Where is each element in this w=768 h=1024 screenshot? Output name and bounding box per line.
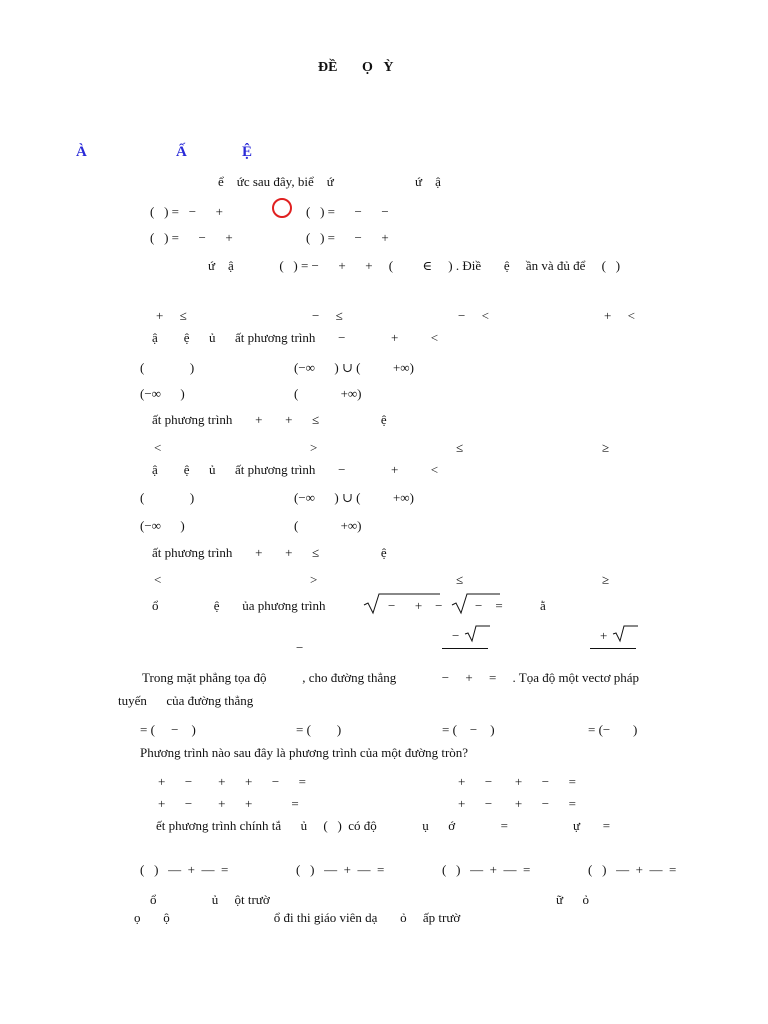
question-6-option-d: ≥ xyxy=(602,572,610,587)
question-10-option-c: ( ) — + — = xyxy=(442,862,531,877)
question-6-option-a: < xyxy=(154,572,162,587)
answer-circle-mark xyxy=(272,198,292,218)
question-2-option-b: − ≤ xyxy=(312,308,343,323)
question-4-text: ất phương trình + + ≤ ệ xyxy=(152,412,387,427)
question-5-option-a: ( ) xyxy=(140,490,195,505)
sqrt-sign-icon xyxy=(612,624,642,644)
question-10-option-a: ( ) — + — = xyxy=(140,862,229,877)
question-2-option-c: − < xyxy=(458,308,489,323)
question-5-option-c: (−∞ ) xyxy=(140,518,185,533)
question-7-option-b: − xyxy=(296,640,304,655)
question-7-option-c: − xyxy=(452,628,460,643)
question-7-text: ổ ệ ủa phương trình xyxy=(152,598,326,613)
question-6-text: ất phương trình + + ≤ ệ xyxy=(152,545,387,560)
question-2-option-a: + ≤ xyxy=(156,308,187,323)
question-10-option-b: ( ) — + — = xyxy=(296,862,385,877)
question-9-option-b: + − + − = xyxy=(458,774,576,789)
section-heading-part-3: Ệ xyxy=(242,144,253,160)
sqrt-sign-icon xyxy=(464,624,494,644)
question-1-option-d: ( ) = − + xyxy=(306,230,389,245)
question-3-option-a: ( ) xyxy=(140,360,195,375)
question-11-text: ổ ủ ột trườ xyxy=(150,892,270,907)
question-4-option-c: ≤ xyxy=(456,440,464,455)
question-9-option-d: + − + − = xyxy=(458,796,576,811)
question-4-option-b: > xyxy=(310,440,318,455)
fraction-bar xyxy=(590,648,636,649)
fraction-bar xyxy=(442,648,488,649)
question-10-text: ết phương trình chính tắ ủ ( ) có độ ụ ớ = ự = xyxy=(156,818,611,833)
question-8-option-d: = (− ) xyxy=(588,722,638,737)
question-9-option-a: + − + + − = xyxy=(158,774,306,789)
question-6-option-c: ≤ xyxy=(456,572,464,587)
question-10-option-d: ( ) — + — = xyxy=(588,862,677,877)
question-8-option-b: = ( ) xyxy=(296,722,342,737)
question-2-option-d: + < xyxy=(604,308,635,323)
section-heading-part-2: Ấ xyxy=(176,144,187,160)
question-6-option-b: > xyxy=(310,572,318,587)
question-9-option-c: + − + + = xyxy=(158,796,299,811)
question-7-expression: − + − − = xyxy=(388,598,503,613)
question-1-option-b: ( ) = − − xyxy=(306,204,389,219)
question-8-option-c: = ( − ) xyxy=(442,722,495,737)
question-5-text: ậ ệ ủ ất phương trình − + < xyxy=(152,462,439,477)
question-11-text-right: ữ ỏ xyxy=(556,892,590,907)
question-3-option-c: (−∞ ) xyxy=(140,386,185,401)
question-8-text-continued: tuyến của đường thẳng xyxy=(118,693,254,708)
question-1-option-a: ( ) = − + xyxy=(150,204,223,219)
document-title: ĐỀ Ọ Ỳ xyxy=(318,60,394,75)
question-7-option-d: + xyxy=(600,628,608,643)
question-5-option-d: ( +∞) xyxy=(294,518,362,533)
question-8-text: Trong mặt phẳng tọa độ , cho đường thẳng − + = . Tọa độ một vectơ pháp xyxy=(142,670,640,685)
section-heading-part-1: À xyxy=(76,144,87,160)
question-1-text: ể ức sau đây, biể ứ ứ ậ xyxy=(218,174,441,189)
question-3-option-b: (−∞ ) ∪ ( +∞) xyxy=(294,360,414,375)
question-9-text: Phương trình nào sau đây là phương trình của một đường tròn? xyxy=(140,745,469,760)
question-11-text-continued: ọ ộ ổ đi thi giáo viên dạ ỏ ấp trườ xyxy=(134,910,461,925)
question-3-text: ậ ệ ủ ất phương trình − + < xyxy=(152,330,439,345)
question-8-option-a: = ( − ) xyxy=(140,722,196,737)
question-4-option-a: < xyxy=(154,440,162,455)
question-3-option-d: ( +∞) xyxy=(294,386,362,401)
question-5-option-b: (−∞ ) ∪ ( +∞) xyxy=(294,490,414,505)
question-1-option-c: ( ) = − + xyxy=(150,230,233,245)
question-7-tail: ằ xyxy=(540,598,546,613)
question-4-option-d: ≥ xyxy=(602,440,610,455)
question-2-text: ứ ậ ( ) = − + + ( ∈ ) . Điề ệ ần và đủ để ( ) xyxy=(208,258,621,273)
